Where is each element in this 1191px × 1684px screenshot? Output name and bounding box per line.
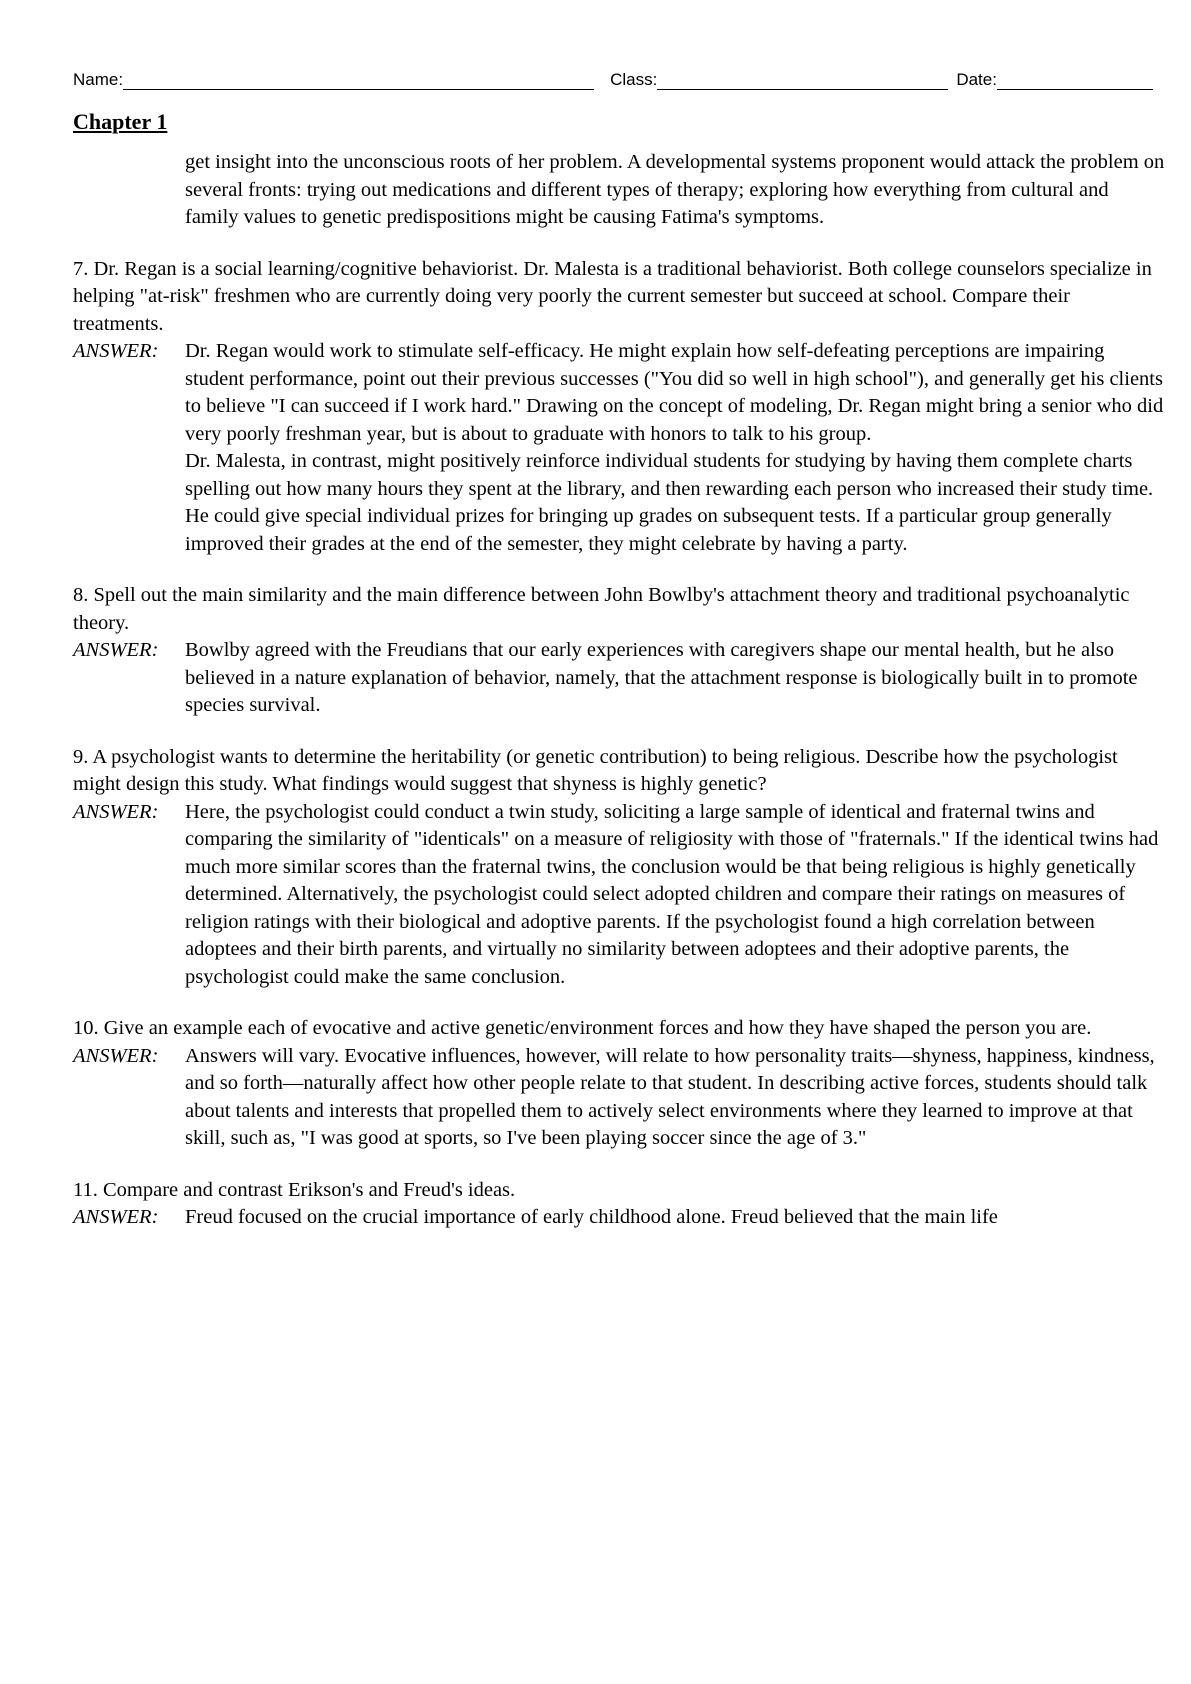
question-text: 10. Give an example each of evocative and active genetic/environment forces and how they have shaped the person you are. (73, 1017, 1092, 1039)
question-text: 8. Spell out the main similarity and the main difference between John Bowlby's attachment theory and traditional psychoanalytic theory. (73, 584, 1130, 634)
answer-label: ANSWER: (73, 800, 159, 823)
chapter-title: Chapter 1 (73, 109, 168, 134)
question-7-block (73, 256, 1165, 559)
question-9-block (73, 744, 1165, 992)
question-8-block (73, 582, 1165, 720)
answer-paragraph: Dr. Malesta, in contrast, might positively reinforce individual students for studying by having them complete charts spelling out how many hours they spent at the library, and then rewarding each person who increased their study time. He could give special individual prizes for bringing up grades on subsequent tests. If a particular group generally improved their grades at the end of the semester, they might celebrate by having a party. (185, 450, 1154, 555)
question-11-block (73, 1177, 1165, 1232)
worksheet-page (73, 70, 1165, 1232)
question-10-block (73, 1015, 1165, 1153)
answer-paragraph: Answers will vary. Evocative influences, however, will relate to how personality traits—shyness, happiness, kindness, and so forth—naturally affect how other people relate to that student. In describing active forces, students should talk about talents and interests that propelled them to actively select environments where they learned to improve at that skill, such as, "I was good at sports, so I've been playing soccer since the age of 3." (185, 1044, 1155, 1149)
answer-paragraph: Freud focused on the crucial importance of early childhood alone. Freud believed that the main life (185, 1206, 998, 1228)
class-blank (657, 71, 948, 90)
answer-paragraph: Dr. Regan would work to stimulate self-efficacy. He might explain how self-defeating perceptions are impairing student performance, point out their previous successes ("You did so well in high school"), and generally get his clients to believe "I can succeed if I work hard." Drawing on the concept of modeling, Dr. Regan might bring a senior who did very poorly freshman year, but is about to graduate with honors to talk to his group. (185, 340, 1164, 445)
answer-text (73, 799, 1165, 992)
answer-text (73, 637, 1165, 720)
name-blank (123, 71, 594, 90)
answer-paragraph: Bowlby agreed with the Freudians that our early experiences with caregivers shape our mental health, but he also believed in a nature explanation of behavior, namely, that the attachment response is biologically built in to promote species survival. (185, 639, 1138, 716)
date-blank (997, 71, 1153, 90)
continued-answer-text: get insight into the unconscious roots of her problem. A developmental systems proponent would attack the problem on several fronts: trying out medications and different types of therapy; exploring how everything from cultural and family values to genetic predispositions might be causing Fatima's symptoms. (185, 151, 1165, 228)
student-info-header (73, 70, 1165, 90)
answer-label: ANSWER: (73, 1206, 159, 1228)
question-text: 7. Dr. Regan is a social learning/cognitive behaviorist. Dr. Malesta is a traditional behaviorist. Both college counselors specialize in helping "at-risk" freshmen who are currently doing very poorly the current semester but succeed at school. Compare their treatments. (73, 257, 1152, 335)
answer-text (73, 1043, 1165, 1153)
answer-paragraph: Here, the psychologist could conduct a twin study, soliciting a large sample of identical and fraternal twins and comparing the similarity of "identicals" on a measure of religiosity with those of "fraternals." If the identical twins had much more similar scores than the fraternal twins, the conclusion would be that being religious is highly genetically determined. Alternatively, the psychologist could select adopted children and compare their ratings on measures of religion ratings with their biological and adoptive parents. If the psychologist found a high correlation between adoptees and their birth parents, and virtually no similarity between adoptees and their adoptive parents, the psychologist could make the same conclusion. (185, 800, 1159, 988)
answer-label: ANSWER: (73, 340, 159, 362)
answer-text (73, 1204, 1165, 1232)
answer-label: ANSWER: (73, 639, 159, 661)
date-label: Date: (956, 70, 997, 89)
question-text: 9. A psychologist wants to determine the heritability (or genetic contribution) to being religious. Describe how the psychologist might design this study. What findings would suggest that shyness is highly genetic? (73, 745, 1118, 795)
question-text: 11. Compare and contrast Erikson's and Freud's ideas. (73, 1178, 516, 1201)
class-label: Class: (610, 70, 658, 89)
answer-label: ANSWER: (73, 1044, 159, 1067)
answer-text (73, 338, 1165, 558)
name-label: Name: (73, 70, 124, 89)
